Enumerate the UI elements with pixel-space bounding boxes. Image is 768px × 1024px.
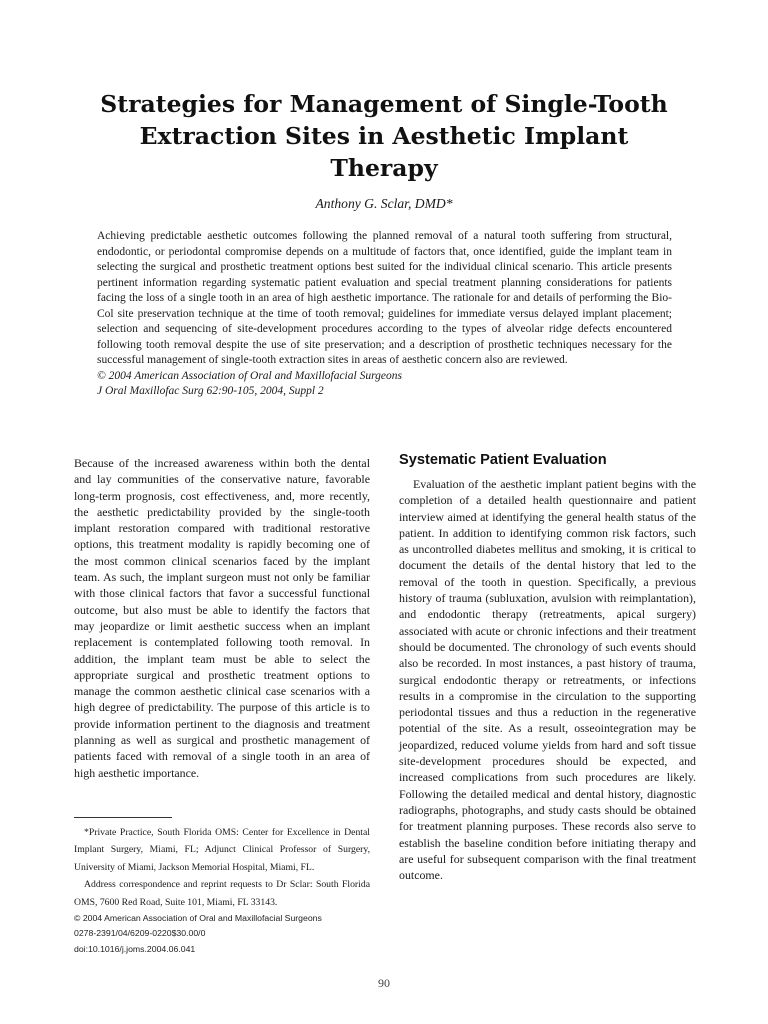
footnotes xyxy=(74,817,370,957)
section-paragraph: Evaluation of the aesthetic implant patient begins with the completion of a detailed health questionnaire and patient interview aimed at identifying the general health status of the patient. In addition to identifying common risk factors, such as uncontrolled diabetes mellitus and smoking, it is critical to document the details of the dental history that led to the removal of the tooth in question. Specifically, a previous history of trauma (subluxation, avulsion with reimplantation), and endodontic therapy (retreatments, apical surgery) associated with acute or chronic infections and their treatment should be documented. The chronology of such events should also be recorded. In most instances, a past history of trauma, surgical endodontic therapy or retreatments, or infections results in a compromise in the circulation to the supporting periodontal tissues and thus a reduction in the regenerative potential of the site. As a result, osseointegration may be jeopardized, reduced volume yields from hard and soft tissue site-development procedures should be expected, and increased complications from such procedures are likely. Following the detailed medical and dental history, diagnostic radiographs, photographs, and study casts should be obtained for treatment planning purposes. These records also serve to establish the baseline condition before initiating therapy and are useful for subsequent comparison with the final treatment outcome. xyxy=(399,477,696,883)
footnote-doi: doi:10.1016/j.joms.2004.06.041 xyxy=(74,943,196,954)
article-title: Strategies for Management of Single-Tooth Extraction Sites in Aesthetic Implant Therapy xyxy=(100,90,668,182)
footnote-affiliation: *Private Practice, South Florida OMS: Center for Excellence in Dental Implant Surgery, Miami, FL; Adjunct Clinical Professor of Surgery, University of Miami, Jackson Memorial Hospital, Miami, FL. xyxy=(74,827,370,873)
footnote-correspondence: Address correspondence and reprint requests to Dr Sclar: South Florida OMS, 7600 Red Road, Suite 101, Miami, FL 33143. xyxy=(74,879,370,908)
abstract-copyright: © 2004 American Association of Oral and Maxillofacial Surgeons xyxy=(97,369,402,382)
intro-paragraph: Because of the increased awareness within both the dental and lay communities of the conservative nature, favorable long-term prognosis, cost effectiveness, and, more recently, the aesthetic predictability provided by the single-tooth implant restoration compared with traditional restorative options, this treatment modality is rapidly becoming one of the most common clinical scenarios faced by the implant team. As such, the implant surgeon must not only be familiar with those clinical factors that favor a successful functional outcome, but also must be able to identify the factors that may jeopardize or limit aesthetic success when an implant replacement is contemplated following tooth removal. In addition, the implant team must be able to select the appropriate surgical and prosthetic treatment options to manage the common aesthetic clinical case scenarios with a high degree of predictability. The purpose of this article is to provide information pertinent to the diagnosis and treatment planning as well as surgical and prosthetic management of patients faced with removal of a single tooth in an area of high aesthetic importance. xyxy=(74,456,370,780)
page-number: 90 xyxy=(378,976,390,990)
abstract xyxy=(97,229,672,400)
abstract-text: Achieving predictable aesthetic outcomes following the planned removal of a natural tooth suffering from structural, endodontic, or periodontal compromise depends on a multitude of factors that, once identified, guide the implant team in selecting the surgical and prosthetic treatment options best suited for the individual clinical scenario. This article presents pertinent information regarding systematic patient evaluation and special treatment planning considerations for patients facing the loss of a single tooth in an area of high aesthetic importance. The rationale for and details of performing the Bio-Col site preservation technique at the time of tooth removal; guidelines for immediate versus delayed implant placement; selection and sequencing of site-development procedures according to the types of alveolar ridge defects encountered following tooth removal despite the use of site preservation; and a description of prosthetic techniques necessary for the successful management of single-tooth extraction sites in areas of aesthetic concern also are reviewed. xyxy=(97,230,672,366)
footnote-rule xyxy=(74,817,172,818)
section-heading: Systematic Patient Evaluation xyxy=(399,452,607,468)
article-author: Anthony G. Sclar, DMD* xyxy=(315,196,453,211)
evaluation-column xyxy=(399,452,696,883)
intro-column xyxy=(74,455,370,781)
footnote-copyright: © 2004 American Association of Oral and Maxillofacial Surgeons xyxy=(74,913,322,924)
abstract-citation: J Oral Maxillofac Surg 62:90-105, 2004, Suppl 2 xyxy=(97,385,324,397)
footnote-code: 0278-2391/04/6209-0220$30.00/0 xyxy=(74,928,206,939)
